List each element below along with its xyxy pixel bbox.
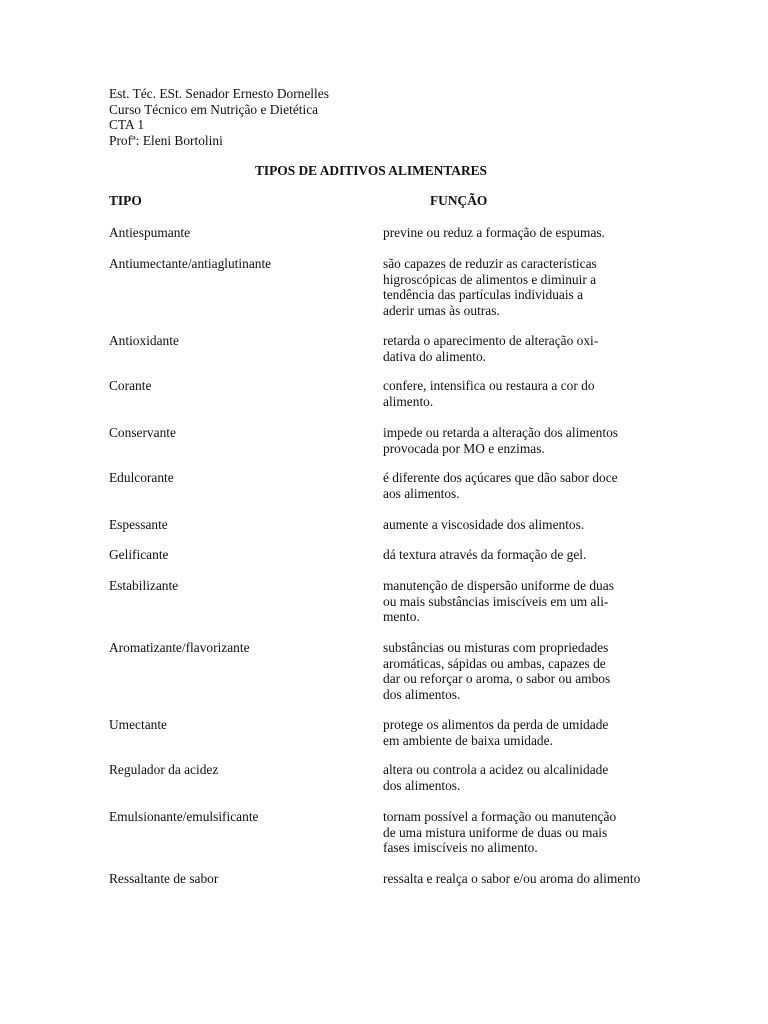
function-line: altera ou controla a acidez ou alcalinidade <box>383 762 609 777</box>
additive-type: Ressaltante de sabor <box>109 871 219 886</box>
function-line: dos alimentos. <box>383 777 461 793</box>
function-line: em ambiente de baixa umidade. <box>383 732 553 748</box>
additive-function <box>383 256 597 318</box>
additive-type: Edulcorante <box>109 470 174 485</box>
column-header-funcao: FUNÇÃO <box>430 193 488 208</box>
additive-type: Estabilizante <box>109 578 179 593</box>
additive-type: Antiumectante/antiaglutinante <box>109 256 272 271</box>
function-line: aos alimentos. <box>383 485 460 501</box>
school-name: Est. Téc. ESt. Senador Ernesto Dornelles <box>109 86 329 101</box>
additive-function <box>383 378 595 409</box>
function-line: de uma mistura uniforme de duas ou mais <box>383 824 608 840</box>
function-line: retarda o aparecimento de alteração oxi- <box>383 333 599 348</box>
additive-function <box>383 425 618 456</box>
additive-type: Gelificante <box>109 547 169 562</box>
function-line: fases imiscíveis no alimento. <box>383 840 538 856</box>
additive-function <box>383 225 605 241</box>
function-line: protege os alimentos da perda de umidade <box>383 717 609 732</box>
document-header <box>109 86 329 148</box>
additive-function <box>383 517 584 533</box>
additive-type: Conservante <box>109 425 176 440</box>
additive-function <box>383 762 608 793</box>
function-line: dar ou reforçar o aroma, o sabor ou ambos <box>383 671 611 687</box>
additive-type: Espessante <box>109 517 168 532</box>
function-line: aumente a viscosidade dos alimentos. <box>383 517 585 532</box>
additive-type: Antioxidante <box>109 333 179 348</box>
additive-function <box>383 640 610 702</box>
function-line: alimento. <box>383 393 434 409</box>
document-title: TIPOS DE ADITIVOS ALIMENTARES <box>254 163 488 178</box>
teacher-name: Profª: Eleni Bortolini <box>109 132 223 148</box>
function-line: ressalta e realça o sabor e/ou aroma do alimento <box>383 871 641 886</box>
function-line: dá textura através da formação de gel. <box>383 547 587 562</box>
function-line: são capazes de reduzir as características <box>383 256 597 271</box>
additive-type: Antiespumante <box>109 225 191 240</box>
function-line: ou mais substâncias imiscíveis em um ali- <box>383 593 609 609</box>
function-line: aderir umas às outras. <box>383 302 500 318</box>
additive-function <box>383 717 608 748</box>
function-line: dativa do alimento. <box>383 348 487 364</box>
function-line: provocada por MO e enzimas. <box>383 440 545 456</box>
additive-function <box>383 871 640 887</box>
function-line: mento. <box>383 609 420 625</box>
course-name: Curso Técnico em Nutrição e Dietética <box>109 101 319 117</box>
function-line: dos alimentos. <box>383 686 461 702</box>
column-header-tipo: TIPO <box>109 193 142 208</box>
additive-function <box>383 470 618 501</box>
additive-type: Regulador da acidez <box>109 762 219 777</box>
function-line: manutenção de dispersão uniforme de duas <box>383 578 614 593</box>
additive-type: Aromatizante/flavorizante <box>109 640 250 655</box>
function-line: confere, intensifica ou restaura a cor do <box>383 378 595 393</box>
additive-function <box>383 547 586 563</box>
function-line: impede ou retarda a alteração dos alimentos <box>383 425 618 440</box>
function-line: substâncias ou misturas com propriedades <box>383 640 609 655</box>
additive-function <box>383 809 616 856</box>
additive-function <box>383 578 614 625</box>
additive-type: Umectante <box>109 717 167 732</box>
function-line: tornam possível a formação ou manutenção <box>383 809 617 824</box>
function-line: higroscópicas de alimentos e diminuir a <box>383 271 597 287</box>
function-line: tendência das partículas individuais a <box>383 287 584 303</box>
additive-type: Emulsionante/emulsificante <box>109 809 259 824</box>
additive-function <box>383 333 598 364</box>
function-line: é diferente dos açúcares que dão sabor doce <box>383 470 618 485</box>
function-line: aromáticas, sápidas ou ambas, capazes de <box>383 655 606 671</box>
class-name: CTA 1 <box>109 117 145 133</box>
additive-type: Corante <box>109 378 152 393</box>
function-line: previne ou reduz a formação de espumas. <box>383 225 605 240</box>
